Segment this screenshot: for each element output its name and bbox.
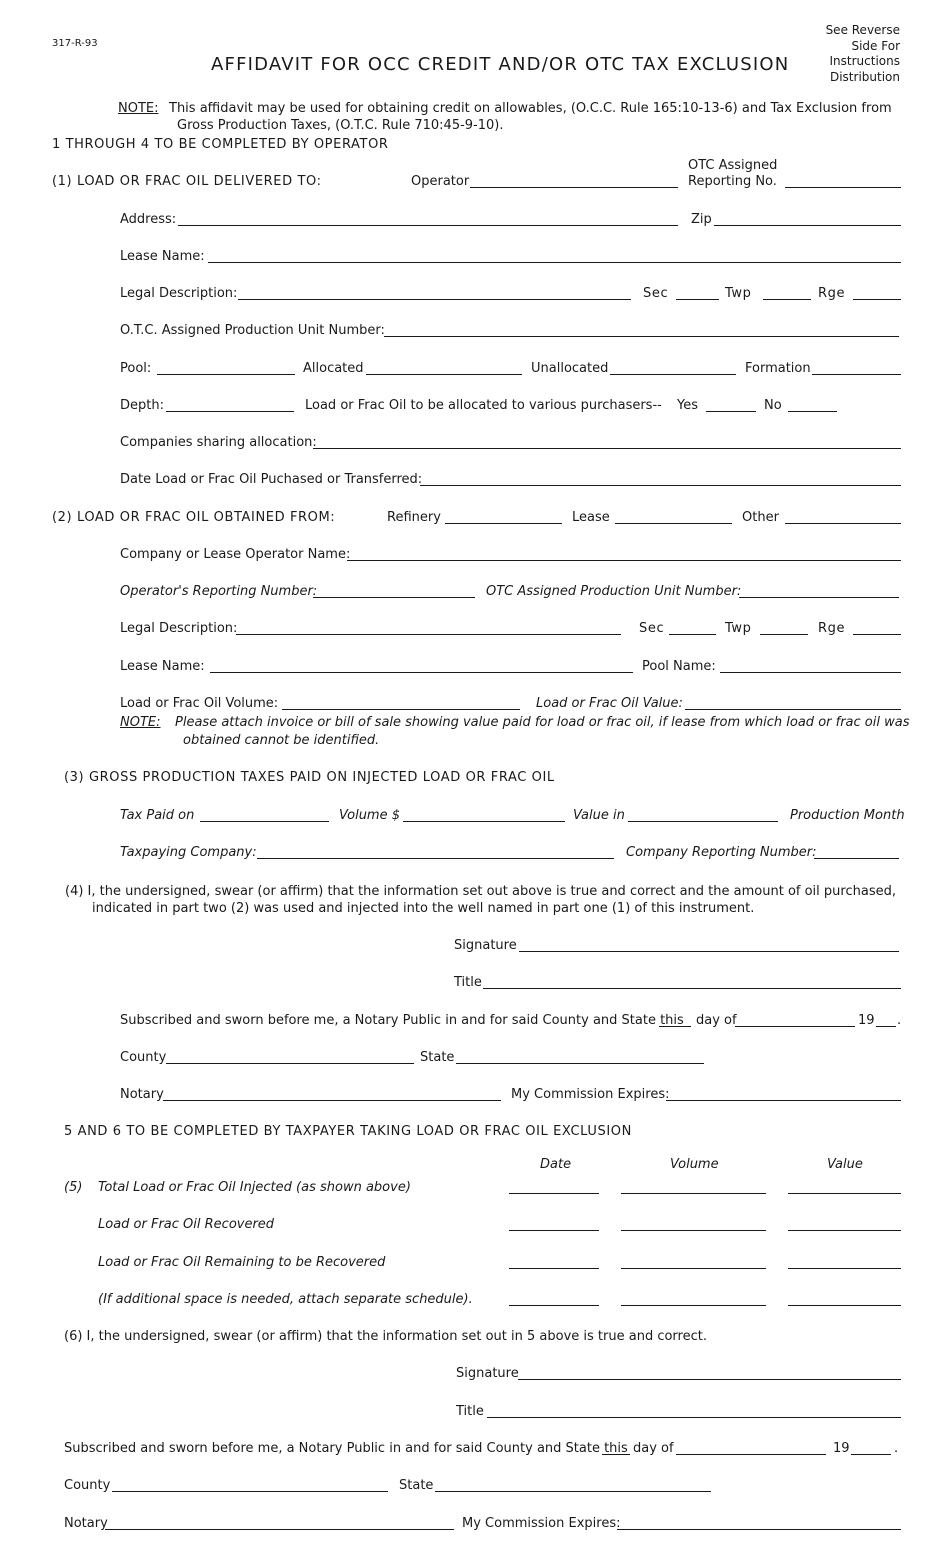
see-reverse-line: Side For [851, 38, 900, 53]
section2-heading: (2) LOAD OR FRAC OIL OBTAINED FROM: [52, 510, 336, 525]
rge-field[interactable] [853, 634, 901, 635]
notary-label: Notary [64, 1516, 108, 1531]
date-purchased-field[interactable] [420, 485, 901, 486]
year-field[interactable] [851, 1454, 891, 1455]
volume-field[interactable] [621, 1305, 766, 1306]
no-field[interactable] [788, 411, 837, 412]
value-field[interactable] [685, 709, 901, 710]
production-unit-label: O.T.C. Assigned Production Unit Number: [120, 323, 385, 338]
notary-field[interactable] [163, 1100, 501, 1101]
twp-label: Twp [725, 621, 752, 636]
no-label: No [764, 398, 782, 413]
lease-name-field[interactable] [208, 262, 901, 263]
subscribed-label: Subscribed and sworn before me, a Notary Public in and for said County and State this [64, 1441, 628, 1456]
sec-label: Sec [639, 621, 665, 636]
taxpaying-company-label: Taxpaying Company: [120, 845, 257, 860]
table-row-label: (If additional space is needed, attach separate schedule). [98, 1292, 473, 1307]
year-label: 19 [833, 1441, 850, 1456]
pool-label: Pool: [120, 361, 152, 376]
date-field[interactable] [509, 1193, 599, 1194]
operator-field[interactable] [470, 187, 678, 188]
other-label: Other [742, 510, 779, 525]
volume-label: Volume $ [339, 808, 401, 823]
volume-field[interactable] [621, 1230, 766, 1231]
volume-field[interactable] [621, 1268, 766, 1269]
volume-field[interactable] [621, 1193, 766, 1194]
day-field[interactable] [602, 1454, 630, 1455]
notary-label: Notary [120, 1087, 164, 1102]
pool-field[interactable] [157, 374, 295, 375]
see-reverse-note [790, 23, 900, 85]
value-field[interactable] [788, 1230, 901, 1231]
note-line: This affidavit may be used for obtaining credit on allowables, (O.C.C. Rule 165:10-13-6) and Tax Exclusion from [169, 101, 892, 116]
form-title: AFFIDAVIT FOR OCC CREDIT AND/OR OTC TAX EXCLUSION [211, 54, 790, 75]
section6-statement: (6) I, the undersigned, swear (or affirm) that the information set out in 5 above is true and correct. [64, 1329, 707, 1344]
value-in-field[interactable] [628, 821, 778, 822]
signature-field[interactable] [518, 1379, 901, 1380]
date-purchased-label: Date Load or Frac Oil Puchased or Transferred: [120, 472, 423, 487]
section1-heading: (1) LOAD OR FRAC OIL DELIVERED TO: [52, 174, 322, 189]
title-field[interactable] [487, 1417, 901, 1418]
production-unit-field[interactable] [384, 336, 899, 337]
reporting-no-field[interactable] [785, 187, 901, 188]
company-reporting-field[interactable] [814, 858, 899, 859]
depth-field[interactable] [166, 411, 294, 412]
period: . [897, 1013, 902, 1028]
month-field[interactable] [676, 1454, 826, 1455]
pool-name-field[interactable] [720, 672, 901, 673]
note-line: obtained cannot be identified. [183, 733, 380, 748]
see-reverse-line: Distribution [829, 69, 900, 84]
column-header-value: Value [827, 1157, 863, 1172]
commission-label: My Commission Expires: [511, 1087, 670, 1102]
company-operator-label: Company or Lease Operator Name: [120, 547, 351, 562]
companies-sharing-field[interactable] [313, 448, 901, 449]
address-field[interactable] [178, 225, 678, 226]
see-reverse-line: Instructions [829, 54, 900, 68]
table-row-label: Load or Frac Oil Remaining to be Recovered [98, 1255, 386, 1270]
section4-statement: indicated in part two (2) was used and injected into the well named in part one (1) of this instrument. [92, 901, 755, 916]
legal-description-label: Legal Description: [120, 621, 238, 636]
operators-reporting-field[interactable] [313, 597, 475, 598]
zip-field[interactable] [714, 225, 901, 226]
section3-heading: (3) GROSS PRODUCTION TAXES PAID ON INJECTED LOAD OR FRAC OIL [64, 770, 555, 785]
notary-field[interactable] [105, 1529, 454, 1530]
month-field[interactable] [735, 1026, 855, 1027]
day-of-label: day of [696, 1013, 737, 1028]
twp-field[interactable] [760, 634, 808, 635]
sec-field[interactable] [669, 634, 716, 635]
value-field[interactable] [788, 1305, 901, 1306]
date-field[interactable] [509, 1268, 599, 1269]
commission-field[interactable] [666, 1100, 901, 1101]
period: . [894, 1441, 899, 1456]
depth-label: Depth: [120, 398, 164, 413]
state-field[interactable] [456, 1063, 704, 1064]
rge-label: Rge [818, 286, 846, 301]
date-field[interactable] [509, 1230, 599, 1231]
allocated-label: Allocated [303, 361, 364, 376]
sec-field[interactable] [676, 299, 719, 300]
title-label: Title [454, 975, 482, 990]
twp-field[interactable] [763, 299, 811, 300]
volume-field[interactable] [403, 821, 565, 822]
allocated-field[interactable] [366, 374, 522, 375]
otc-assigned-label: OTC Assigned [688, 158, 778, 173]
value-field[interactable] [788, 1268, 901, 1269]
lease-name-field[interactable] [210, 672, 633, 673]
state-label: State [399, 1478, 434, 1493]
county-label: County [120, 1050, 167, 1065]
rge-field[interactable] [853, 299, 901, 300]
subscribed-label: Subscribed and sworn before me, a Notary Public in and for said County and State this [120, 1013, 684, 1028]
signature-field[interactable] [519, 951, 899, 952]
date-field[interactable] [509, 1305, 599, 1306]
value-in-label: Value in [573, 808, 625, 823]
refinery-field[interactable] [445, 523, 562, 524]
operator-label: Operator [411, 174, 470, 189]
refinery-label: Refinery [387, 510, 441, 525]
volume-label: Load or Frac Oil Volume: [120, 696, 279, 711]
zip-label: Zip [691, 212, 712, 227]
sec-label: Sec [643, 286, 669, 301]
county-field[interactable] [166, 1063, 414, 1064]
volume-field[interactable] [282, 709, 520, 710]
production-month-label: Production Month [790, 808, 905, 823]
lease-label: Lease [572, 510, 610, 525]
formation-field[interactable] [812, 374, 901, 375]
unallocated-label: Unallocated [531, 361, 609, 376]
address-label: Address: [120, 212, 177, 227]
lease-field[interactable] [615, 523, 732, 524]
signature-label: Signature [454, 938, 517, 953]
county-field[interactable] [112, 1491, 388, 1492]
table-row-label: Total Load or Frac Oil Injected (as shown above) [98, 1180, 411, 1195]
lease-name-label: Lease Name: [120, 659, 205, 674]
state-field[interactable] [435, 1491, 711, 1492]
table-row-label: Load or Frac Oil Recovered [98, 1217, 275, 1232]
note-line: Gross Production Taxes, (O.T.C. Rule 710:45-9-10). [177, 118, 504, 133]
signature-label: Signature [456, 1366, 519, 1381]
form-number: 317-R-93 [52, 38, 98, 49]
title-label: Title [456, 1404, 484, 1419]
value-label: Load or Frac Oil Value: [536, 696, 683, 711]
county-label: County [64, 1478, 111, 1493]
to-be-allocated-label: Load or Frac Oil to be allocated to various purchasers-- [305, 398, 662, 413]
tax-paid-on-label: Tax Paid on [120, 808, 195, 823]
note-line: Please attach invoice or bill of sale showing value paid for load or frac oil, if lease from which load or frac oil was [175, 715, 910, 730]
day-of-label: day of [633, 1441, 674, 1456]
taxpaying-company-field[interactable] [257, 858, 614, 859]
yes-label: Yes [677, 398, 698, 413]
taxpayer-section-heading: 5 AND 6 TO BE COMPLETED BY TAXPAYER TAKING LOAD OR FRAC OIL EXCLUSION [64, 1124, 632, 1139]
year-field[interactable] [876, 1026, 896, 1027]
lease-name-label: Lease Name: [120, 249, 205, 264]
legal-description-field[interactable] [238, 299, 631, 300]
section5-number: (5) [64, 1180, 83, 1195]
legal-description-label: Legal Description: [120, 286, 238, 301]
otc-production-unit-field[interactable] [739, 597, 899, 598]
year-label: 19 [858, 1013, 875, 1028]
see-reverse-line: See Reverse [825, 23, 900, 37]
note-label: NOTE: [120, 715, 161, 730]
title-field[interactable] [483, 988, 901, 989]
reporting-no-label: Reporting No. [688, 174, 777, 189]
yes-field[interactable] [706, 411, 756, 412]
otc-production-unit-label: OTC Assigned Production Unit Number: [486, 584, 742, 599]
column-header-volume: Volume [670, 1157, 719, 1172]
pool-name-label: Pool Name: [642, 659, 716, 674]
other-field[interactable] [785, 523, 901, 524]
commission-field[interactable] [617, 1529, 901, 1530]
company-operator-field[interactable] [347, 560, 901, 561]
company-reporting-label: Company Reporting Number: [626, 845, 817, 860]
section4-statement: (4) I, the undersigned, swear (or affirm) that the information set out above is true and correct and the amount of oil purchased, [65, 884, 896, 899]
twp-label: Twp [725, 286, 752, 301]
state-label: State [420, 1050, 455, 1065]
value-field[interactable] [788, 1193, 901, 1194]
unallocated-field[interactable] [610, 374, 736, 375]
day-field[interactable] [659, 1026, 691, 1027]
column-header-date: Date [540, 1157, 572, 1172]
tax-paid-on-field[interactable] [200, 821, 329, 822]
formation-label: Formation [745, 361, 811, 376]
commission-label: My Commission Expires: [462, 1516, 621, 1531]
companies-sharing-label: Companies sharing allocation: [120, 435, 317, 450]
rge-label: Rge [818, 621, 846, 636]
operator-section-heading: 1 THROUGH 4 TO BE COMPLETED BY OPERATOR [52, 137, 389, 152]
operators-reporting-label: Operator's Reporting Number: [120, 584, 318, 599]
note-label: NOTE: [118, 101, 159, 116]
legal-description-field[interactable] [236, 634, 621, 635]
